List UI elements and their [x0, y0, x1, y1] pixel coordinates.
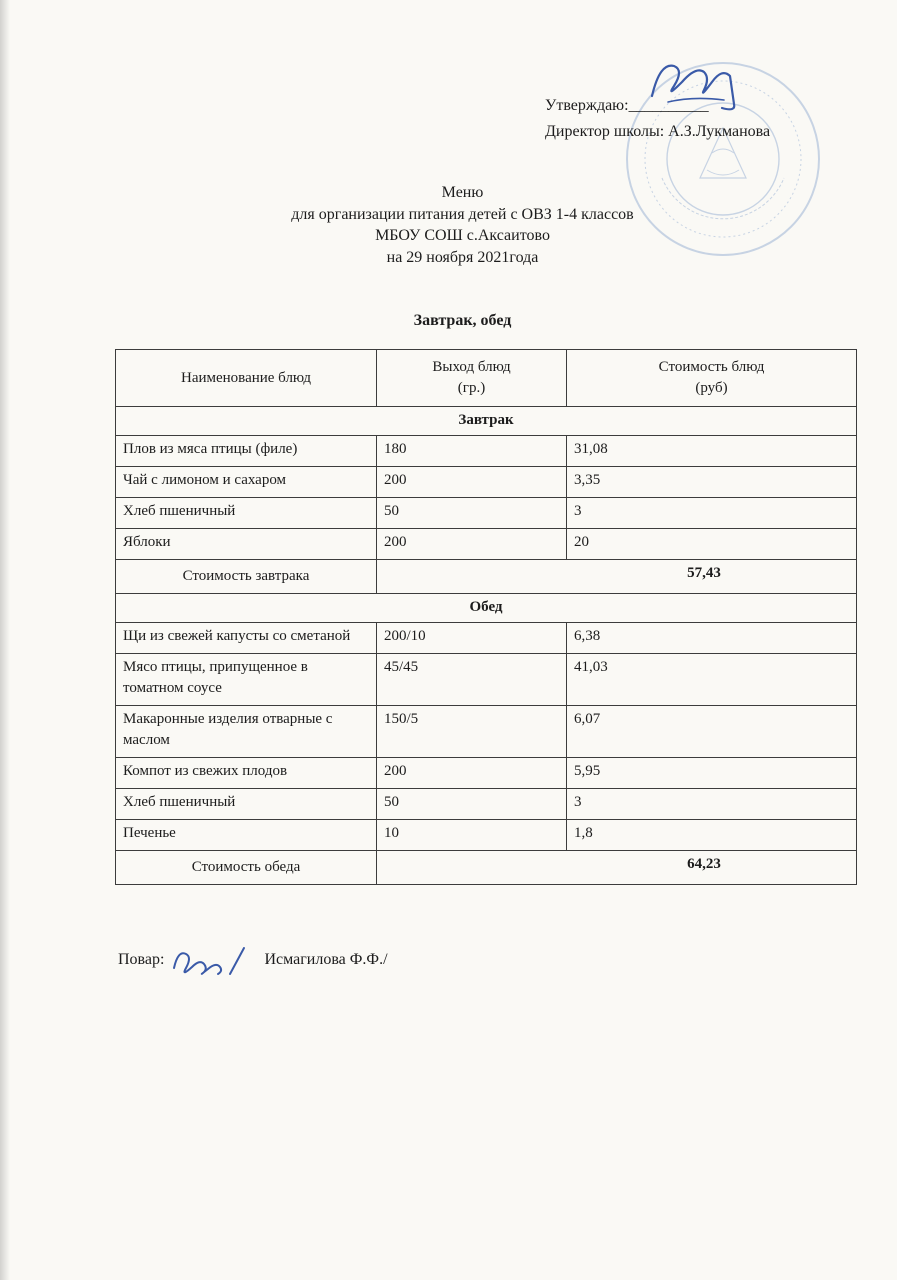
dish-output-cell: 50 — [377, 789, 567, 820]
table-header-row — [116, 350, 857, 407]
dish-cost-cell: 1,8 — [567, 820, 857, 851]
dish-cost-cell: 20 — [567, 529, 857, 560]
cook-name: Исмагилова Ф.Ф./ — [264, 951, 388, 968]
dish-output-cell: 150/5 — [377, 706, 567, 758]
dish-name-cell: Компот из свежих плодов — [116, 758, 377, 789]
approval-block — [545, 93, 770, 145]
col-header-output — [377, 350, 567, 407]
breakfast-total-value: 57,43 — [687, 565, 721, 581]
menu-title-line3: МБОУ СОШ с.Аксаитово — [375, 227, 550, 244]
breakfast-total-row — [116, 560, 857, 594]
table-row — [116, 498, 857, 529]
table-row — [116, 467, 857, 498]
dish-name-cell: Чай с лимоном и сахаром — [116, 467, 377, 498]
approve-line: Утверждаю:__________ — [545, 97, 709, 114]
dish-name-cell: Яблоки — [116, 529, 377, 560]
table-row — [116, 820, 857, 851]
menu-title-line2: для организации питания детей с ОВЗ 1-4 классов — [291, 205, 634, 223]
dish-cost-cell: 3,35 — [567, 467, 857, 498]
dish-output-cell: 200 — [377, 529, 567, 560]
col-header-cost — [567, 350, 857, 407]
lunch-section-row — [116, 594, 857, 623]
dish-name-cell: Макаронные изделия отварные с маслом — [116, 706, 377, 758]
dish-name-cell: Плов из мяса птицы (филе) — [116, 436, 377, 467]
dish-output-cell: 200 — [377, 467, 567, 498]
menu-title-line4: на 29 ноября 2021года — [386, 248, 539, 266]
dish-name-cell: Щи из свежей капусты со сметаной — [116, 623, 377, 654]
breakfast-section-row — [116, 407, 857, 436]
breakfast-total-cell — [377, 560, 857, 594]
menu-title-line1: Меню — [441, 184, 484, 201]
director-line: Директор школы: А.З.Лукманова — [545, 123, 771, 140]
lunch-total-value: 64,23 — [687, 856, 721, 872]
dish-name-cell: Мясо птицы, припущенное в томатном соусе — [116, 654, 377, 706]
breakfast-section-label: Завтрак — [116, 407, 857, 436]
table-title: Завтрак, обед — [413, 312, 512, 329]
dish-cost-cell: 6,07 — [567, 706, 857, 758]
lunch-total-label: Стоимость обеда — [116, 851, 377, 885]
dish-cost-cell: 3 — [567, 789, 857, 820]
col-header-name: Наименование блюд — [116, 350, 377, 407]
dish-name-cell: Хлеб пшеничный — [116, 789, 377, 820]
col-header-output-line1: Выход блюд — [432, 359, 511, 375]
dish-cost-cell: 31,08 — [567, 436, 857, 467]
dish-cost-cell: 6,38 — [567, 623, 857, 654]
menu-title-block — [14, 182, 897, 268]
table-row — [116, 436, 857, 467]
dish-cost-cell: 41,03 — [567, 654, 857, 706]
dish-cost-cell: 3 — [567, 498, 857, 529]
table-row — [116, 623, 857, 654]
dish-output-cell: 10 — [377, 820, 567, 851]
breakfast-total-label: Стоимость завтрака — [116, 560, 377, 594]
cook-signature-line — [118, 940, 388, 980]
menu-table — [115, 349, 857, 885]
dish-name-cell: Печенье — [116, 820, 377, 851]
dish-name-cell: Хлеб пшеничный — [116, 498, 377, 529]
lunch-section-label: Обед — [116, 594, 857, 623]
dish-output-cell: 50 — [377, 498, 567, 529]
cook-label: Повар: — [118, 951, 165, 968]
dish-output-cell: 200 — [377, 758, 567, 789]
cook-signature — [168, 942, 260, 982]
dish-output-cell: 180 — [377, 436, 567, 467]
table-row — [116, 529, 857, 560]
col-header-cost-line2: (руб) — [695, 380, 728, 396]
dish-output-cell: 45/45 — [377, 654, 567, 706]
dish-cost-cell: 5,95 — [567, 758, 857, 789]
lunch-total-cell — [377, 851, 857, 885]
table-row — [116, 758, 857, 789]
table-row — [116, 706, 857, 758]
table-row — [116, 789, 857, 820]
lunch-total-row — [116, 851, 857, 885]
col-header-output-line2: (гр.) — [457, 380, 486, 396]
dish-output-cell: 200/10 — [377, 623, 567, 654]
col-header-cost-line1: Стоимость блюд — [658, 359, 765, 375]
table-row — [116, 654, 857, 706]
